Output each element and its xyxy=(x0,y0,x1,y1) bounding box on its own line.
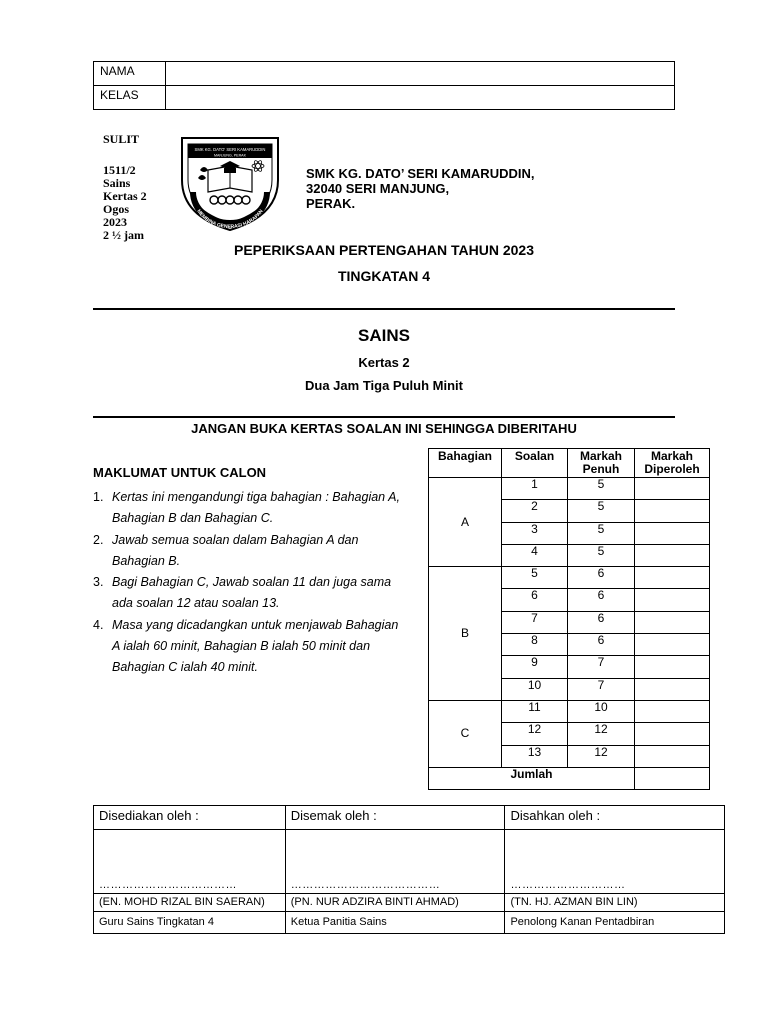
checked-by-heading: Disemak oleh : xyxy=(285,806,505,830)
signature-table xyxy=(93,805,725,934)
list-item xyxy=(93,572,423,615)
table-row-total xyxy=(429,767,710,789)
paper-number: Kertas 2 xyxy=(358,355,410,370)
question-number: 7 xyxy=(502,611,568,633)
question-number: 12 xyxy=(502,723,568,745)
logo-motto: MEMBINA GENERASI HARAPAN xyxy=(195,208,265,231)
total-marks-cell[interactable] xyxy=(635,767,710,789)
subject-title: SAINS xyxy=(358,326,410,345)
logo-top-text: SMK KG. DATO' SERI KAMARUDDIN xyxy=(194,147,266,152)
marks-obtained-cell[interactable] xyxy=(635,567,710,589)
school-address xyxy=(306,166,534,211)
class-field[interactable] xyxy=(166,86,675,110)
paper-code-line: Ogos xyxy=(103,202,130,216)
divider-bottom xyxy=(93,416,675,418)
instruction-text: Jawab semua soalan dalam Bahagian A dan xyxy=(112,532,359,547)
question-number: 11 xyxy=(502,700,568,722)
name-field[interactable] xyxy=(166,62,675,86)
student-info-table xyxy=(93,61,675,110)
signature-line: ………………………………… xyxy=(285,830,505,894)
signatory-role: Guru Sains Tingkatan 4 xyxy=(94,912,286,934)
divider-top xyxy=(93,308,675,310)
marks-obtained-cell[interactable] xyxy=(635,745,710,767)
instruction-text: Kertas ini mengandungi tiga bahagian : Bahagian A, xyxy=(112,490,400,504)
instruction-text: Masa yang dicadangkan untuk menjawab Bahagian xyxy=(112,617,399,632)
prepared-by-heading: Disediakan oleh : xyxy=(94,806,286,830)
marks-obtained-cell[interactable] xyxy=(635,522,710,544)
full-marks: 7 xyxy=(568,678,635,700)
instruction-text: A ialah 60 minit, Bahagian B ialah 50 minit dan xyxy=(112,639,371,654)
instruction-number: 1. xyxy=(93,490,104,504)
full-marks: 6 xyxy=(568,611,635,633)
marks-obtained-cell[interactable] xyxy=(635,544,710,566)
full-marks: 5 xyxy=(568,522,635,544)
list-item xyxy=(93,530,423,573)
full-marks: 6 xyxy=(568,634,635,656)
full-marks: 6 xyxy=(568,589,635,611)
marks-obtained-cell[interactable] xyxy=(635,589,710,611)
instruction-text: Bahagian B. xyxy=(112,553,181,568)
question-number: 13 xyxy=(502,745,568,767)
header-question: Soalan xyxy=(502,449,568,478)
list-item xyxy=(93,615,423,679)
name-label: NAMA xyxy=(94,62,166,86)
section-label: C xyxy=(429,700,502,767)
exam-title: PEPERIKSAAN PERTENGAHAN TAHUN 2023 xyxy=(233,242,534,258)
full-marks: 5 xyxy=(568,500,635,522)
question-number: 6 xyxy=(502,589,568,611)
paper-duration: Dua Jam Tiga Puluh Minit xyxy=(305,378,463,393)
instructions-title: MAKLUMAT UNTUK CALON xyxy=(93,465,267,480)
marks-obtained-cell[interactable] xyxy=(635,700,710,722)
approved-by-heading: Disahkan oleh : xyxy=(505,806,725,830)
marks-obtained-cell[interactable] xyxy=(635,478,710,500)
instruction-text: Bahagian B dan Bahagian C. xyxy=(112,511,274,526)
instructions-list xyxy=(93,487,423,679)
question-number: 3 xyxy=(502,522,568,544)
question-number: 4 xyxy=(502,544,568,566)
header-section: Bahagian xyxy=(429,449,502,478)
signatory-role: Ketua Panitia Sains xyxy=(285,912,505,934)
question-number: 9 xyxy=(502,656,568,678)
marks-obtained-cell[interactable] xyxy=(635,656,710,678)
signatory-name: (PN. NUR ADZIRA BINTI AHMAD) xyxy=(285,894,505,912)
question-number: 5 xyxy=(502,567,568,589)
school-state: PERAK. xyxy=(306,196,356,211)
signatory-name: (EN. MOHD RIZAL BIN SAERAN) xyxy=(94,894,286,912)
full-marks: 12 xyxy=(568,723,635,745)
section-label: A xyxy=(429,478,502,567)
header-marks-obtained: Markah Diperoleh xyxy=(635,449,710,478)
table-row xyxy=(429,700,710,722)
full-marks: 5 xyxy=(568,478,635,500)
warning-notice: JANGAN BUKA KERTAS SOALAN INI SEHINGGA DIBERITAHU xyxy=(191,421,577,436)
marks-obtained-cell[interactable] xyxy=(635,723,710,745)
paper-code-line: 2023 xyxy=(103,215,127,229)
instruction-text: Bagi Bahagian C, Jawab soalan 11 dan juga sama xyxy=(112,575,392,590)
question-number: 2 xyxy=(502,500,568,522)
school-crest-logo xyxy=(178,136,282,232)
signature-line: ………………………… xyxy=(505,830,725,894)
question-number: 10 xyxy=(502,678,568,700)
marks-obtained-cell[interactable] xyxy=(635,500,710,522)
full-marks: 7 xyxy=(568,656,635,678)
marks-obtained-cell[interactable] xyxy=(635,611,710,633)
marks-obtained-cell[interactable] xyxy=(635,678,710,700)
question-number: 1 xyxy=(502,478,568,500)
marks-obtained-cell[interactable] xyxy=(635,634,710,656)
class-label: KELAS xyxy=(94,86,166,110)
signatory-name: (TN. HJ. AZMAN BIN LIN) xyxy=(505,894,725,912)
school-name: SMK KG. DATO’ SERI KAMARUDDIN, xyxy=(306,166,535,181)
table-row xyxy=(429,478,710,500)
instruction-number: 4. xyxy=(93,617,104,632)
instruction-text: Bahagian C ialah 40 minit. xyxy=(112,660,258,675)
full-marks: 5 xyxy=(568,544,635,566)
classification-label: SULIT xyxy=(103,132,140,146)
instruction-text: ada soalan 12 atau soalan 13. xyxy=(112,596,280,611)
paper-code-block xyxy=(103,164,147,242)
table-row xyxy=(429,567,710,589)
logo-sub-text: MANJUNG, PERAK xyxy=(214,153,246,158)
instruction-number: 3. xyxy=(93,575,104,590)
header-full-marks: Markah Penuh xyxy=(568,449,635,478)
marks-table xyxy=(428,448,710,790)
school-postcode-town: 32040 SERI MANJUNG, xyxy=(306,181,450,196)
section-label: B xyxy=(429,567,502,701)
signature-line: ……………………………… xyxy=(94,830,286,894)
list-item xyxy=(93,487,423,530)
paper-code-line: Kertas 2 xyxy=(103,189,147,203)
full-marks: 6 xyxy=(568,567,635,589)
form-level: TINGKATAN 4 xyxy=(337,268,431,284)
paper-code-line: 2 ½ jam xyxy=(103,228,144,242)
instruction-number: 2. xyxy=(93,532,104,547)
total-label: Jumlah xyxy=(429,767,635,789)
full-marks: 10 xyxy=(568,700,635,722)
paper-code-line: 1511/2 xyxy=(103,163,136,177)
full-marks: 12 xyxy=(568,745,635,767)
paper-code-line: Sains xyxy=(103,176,131,190)
question-number: 8 xyxy=(502,634,568,656)
signatory-role: Penolong Kanan Pentadbiran xyxy=(505,912,725,934)
